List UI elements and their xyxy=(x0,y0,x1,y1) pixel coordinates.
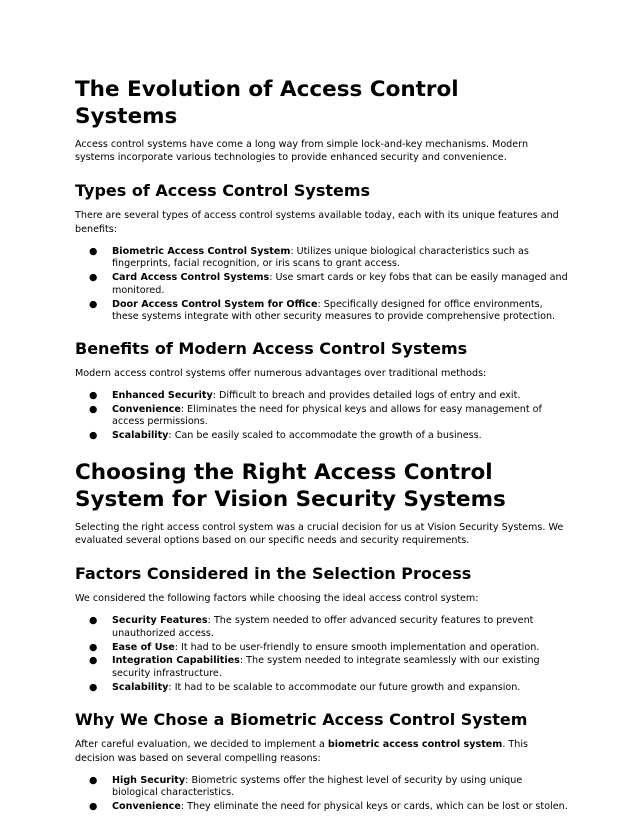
list-item-desc: : Utilizes unique biological characteristics such as fingerprints, facial recognition, or iris scans to grant access. xyxy=(112,245,529,270)
section-title-benefits: Benefits of Modern Access Control Systems xyxy=(75,338,468,358)
list-item-term: High Security xyxy=(112,774,186,786)
list-item xyxy=(75,390,568,403)
list-item-desc: : Eliminates the need for physical keys and allows for easy management of access permissions. xyxy=(112,403,542,428)
list-item-desc: : Difficult to breach and provides detailed logs of entry and exit. xyxy=(212,389,521,401)
biometric-reasons-list xyxy=(75,775,568,814)
list-item-desc: : The system needed to integrate seamlessly with our existing security infrastructure. xyxy=(112,655,540,680)
list-item-desc: : They eliminate the need for physical keys or cards, which can be lost or stolen. xyxy=(180,801,568,813)
list-item-term: Security Features xyxy=(112,615,208,627)
list-item xyxy=(75,430,568,443)
list-item-term: Scalability xyxy=(112,430,169,442)
list-item-term: Integration Capabilities xyxy=(112,655,240,667)
list-item xyxy=(75,246,568,271)
section-intro-benefits: Modern access control systems offer numerous advantages over traditional methods: xyxy=(75,367,487,379)
list-item-term: Door Access Control System for Office xyxy=(112,298,318,310)
section-title-factors: Factors Considered in the Selection Process xyxy=(75,564,472,584)
bullet-icon: ● xyxy=(89,641,98,653)
bullet-icon: ● xyxy=(89,774,98,786)
list-item xyxy=(75,655,568,680)
list-item-desc: : It had to be user-friendly to ensure smooth implementation and operation. xyxy=(174,641,540,653)
intro-text-bold: biometric access control system xyxy=(327,739,503,751)
list-item-desc: : It had to be scalable to accommodate our future growth and expansion. xyxy=(168,681,521,693)
list-item-term: Scalability xyxy=(112,681,169,693)
list-item xyxy=(75,615,568,640)
section-intro-factors: We considered the following factors while choosing the ideal access control system: xyxy=(75,593,479,605)
bullet-icon: ● xyxy=(89,615,98,627)
section-title-types: Types of Access Control Systems xyxy=(75,181,371,201)
list-item xyxy=(75,272,568,297)
list-item-term: Convenience xyxy=(112,403,181,415)
types-list xyxy=(75,246,568,324)
list-item xyxy=(75,299,568,324)
list-item xyxy=(75,682,568,695)
intro-text-before: After careful evaluation, we decided to implement a xyxy=(75,739,328,751)
list-item-term: Enhanced Security xyxy=(112,389,213,401)
bullet-icon: ● xyxy=(89,403,98,415)
list-item xyxy=(75,642,568,655)
intro-text-after: . This decision was based on several compelling reasons: xyxy=(75,739,529,764)
section-intro-types: There are several types of access control systems available today, each with its unique features and benefits: xyxy=(75,210,559,235)
section-intro-choosing: Selecting the right access control system was a crucial decision for us at Vision Security Systems. We evaluated several options based on our specific needs and security requirements. xyxy=(75,521,564,546)
list-item-term: Biometric Access Control System xyxy=(112,245,291,257)
bullet-icon: ● xyxy=(89,801,98,813)
section-intro-biometric xyxy=(75,738,568,764)
section-title-choosing: Choosing the Right Access Control System for Vision Security Systems xyxy=(75,459,506,512)
list-item-term: Card Access Control Systems xyxy=(112,272,270,284)
list-item-desc: : Biometric systems offer the highest level of security by using unique biological characteristics. xyxy=(112,774,523,799)
list-item-desc: : The system needed to offer advanced security features to prevent unauthorized access. xyxy=(112,615,534,639)
section-title-evolution: The Evolution of Access Control Systems xyxy=(75,77,459,129)
list-item xyxy=(75,404,568,429)
list-item-term: Ease of Use xyxy=(112,641,175,653)
list-item-desc: : Can be easily scaled to accommodate the growth of a business. xyxy=(168,430,482,442)
list-item-desc: : Use smart cards or key fobs that can be easily managed and monitored. xyxy=(112,272,568,296)
list-item-term: Convenience xyxy=(112,801,181,813)
list-item xyxy=(75,775,568,800)
bullet-icon: ● xyxy=(89,298,98,310)
bullet-icon: ● xyxy=(89,655,98,667)
bullet-icon: ● xyxy=(89,272,98,284)
bullet-icon: ● xyxy=(89,245,98,257)
section-intro-evolution: Access control systems have come a long way from simple lock-and-key mechanisms. Modern systems incorporate various technologies to provide enhanced security and convenience. xyxy=(75,139,529,164)
benefits-list xyxy=(75,390,568,443)
section-title-biometric: Why We Chose a Biometric Access Control System xyxy=(75,710,528,730)
list-item-desc: : Specifically designed for office environments, these systems integrate with other security measures to provide comprehensive protection. xyxy=(112,298,556,323)
list-item xyxy=(75,801,568,814)
factors-list xyxy=(75,615,568,694)
bullet-icon: ● xyxy=(89,389,98,401)
bullet-icon: ● xyxy=(89,681,98,693)
bullet-icon: ● xyxy=(89,430,98,442)
